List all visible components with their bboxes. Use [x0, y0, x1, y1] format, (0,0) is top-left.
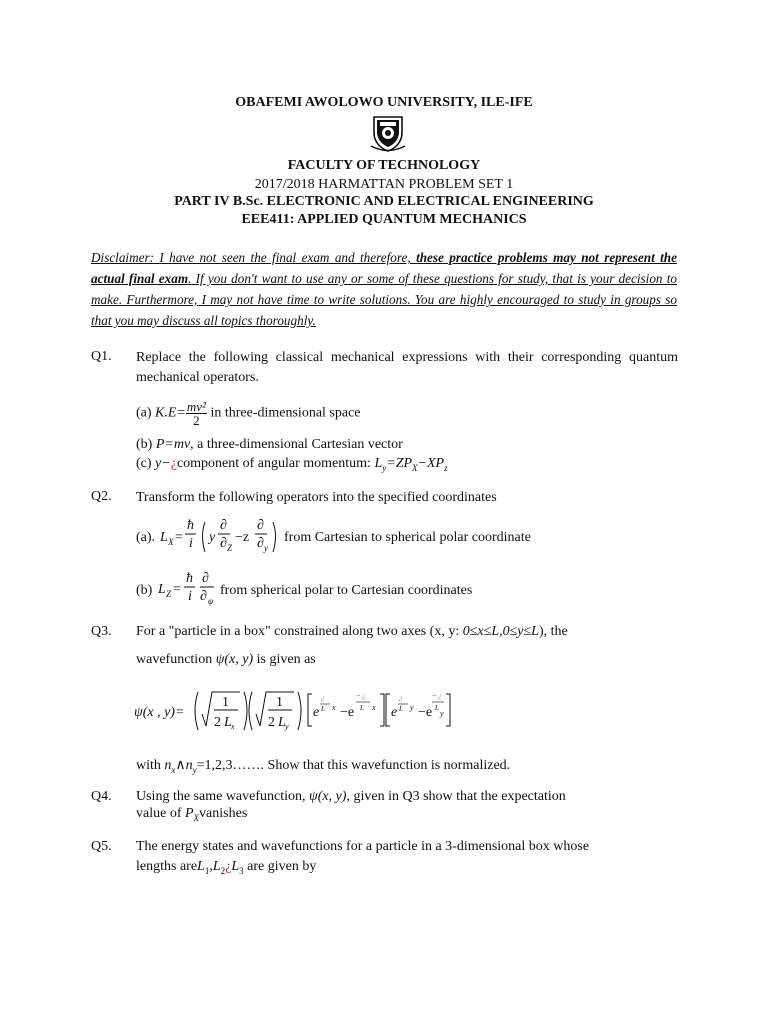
q5-l1: L	[197, 859, 205, 874]
svg-text:L: L	[399, 705, 403, 713]
q2-item-a-label: (a).	[136, 530, 156, 545]
q5-l3: L	[231, 859, 240, 874]
svg-text:=: =	[173, 582, 181, 597]
q4-psi: ψ(x, y)	[309, 789, 347, 804]
q1-a-numerator: mv²	[186, 399, 206, 414]
q3-psi: ψ(x, y)	[215, 652, 254, 667]
disclaimer-text: Disclaimer: I have not seen the final exam and therefore,	[91, 250, 417, 265]
q2-b-tail: from spherical polar to Cartesian coordinates	[220, 583, 473, 598]
svg-text:−e: −e	[340, 705, 355, 720]
svg-text:−: −	[432, 692, 437, 700]
svg-text:2: 2	[268, 715, 275, 730]
q3-condition-line	[136, 757, 510, 775]
svg-text:x: x	[372, 703, 376, 712]
q3-cond-rest: =1,2,3……. Show that this wavefunction is normalized.	[196, 758, 511, 773]
q1-c-rhs2: −XP	[417, 456, 445, 471]
q2-item-b-label: (b)	[136, 583, 153, 598]
q3-cond-and: ∧	[175, 758, 186, 773]
q1-c-sub2: X	[412, 462, 418, 473]
svg-text:L: L	[321, 705, 325, 713]
svg-text:¿: ¿	[321, 694, 325, 702]
q3-with: with	[136, 758, 161, 773]
svg-text:L: L	[158, 582, 166, 597]
q1-a-tail: in three-dimensional space	[210, 405, 361, 421]
svg-text:L: L	[435, 704, 439, 712]
course-title: EEE411: APPLIED QUANTUM MECHANICS	[241, 212, 527, 227]
svg-text:X: X	[168, 537, 174, 547]
q4-line2	[136, 806, 247, 823]
svg-text:x: x	[231, 722, 235, 731]
svg-text:y: y	[410, 703, 414, 712]
svg-text:x: x	[332, 703, 336, 712]
q2-b-formula	[158, 570, 218, 614]
svg-text:ψ(x , y)=: ψ(x , y)=	[134, 705, 185, 720]
svg-text:∂: ∂	[257, 536, 264, 551]
svg-text:i: i	[188, 589, 192, 604]
q4-line1a: Using the same wavefunction,	[136, 789, 306, 804]
faculty-title: FACULTY OF TECHNOLOGY	[287, 158, 481, 173]
q1-text: Replace the following classical mechanical expressions with their corresponding quantum mechanical operators.	[136, 350, 678, 385]
q3-line1	[136, 624, 678, 640]
svg-text:¿: ¿	[399, 694, 403, 702]
q5-l2-sub: 2	[220, 865, 226, 876]
session-title: 2017/2018 HARMATTAN PROBLEM SET 1	[254, 177, 514, 192]
svg-text:−z: −z	[235, 530, 250, 545]
q1-a-lhs: K.E=	[155, 405, 186, 421]
q2-number: Q2.	[91, 489, 112, 504]
disclaimer-paragraph	[91, 247, 677, 331]
q4-p-sub: X	[193, 812, 200, 823]
q1-c-sub3: z	[444, 462, 448, 473]
svg-text:−: −	[356, 692, 361, 700]
q5-comma: ,	[209, 859, 213, 874]
disclaimer-emphasis: these practice problems may not represent the actual final exam	[91, 250, 677, 286]
svg-text:1: 1	[276, 695, 283, 710]
q1-c-sub: y	[382, 462, 387, 473]
q3-text2b: is given as	[256, 652, 316, 667]
svg-text:Z: Z	[166, 589, 172, 599]
programme-title: PART IV B.Sc. ELECTRONIC AND ELECTRICAL ENGINEERING	[174, 194, 594, 209]
q3-text1-end: ), the	[538, 624, 568, 639]
svg-text:L: L	[160, 530, 168, 545]
q1-number: Q1.	[91, 349, 112, 364]
svg-text:y: y	[285, 722, 289, 731]
q5-line1: The energy states and wavefunctions for a particle in a 3-dimensional box whose	[136, 839, 590, 854]
svg-text:∂: ∂	[220, 536, 227, 551]
q1-c-mark: ¿	[170, 456, 177, 471]
svg-text:ħ: ħ	[187, 518, 194, 533]
q3-number: Q3.	[91, 624, 112, 639]
svg-text:¿: ¿	[438, 692, 442, 700]
svg-text:L: L	[278, 715, 286, 730]
q1-a-label: (a)	[136, 405, 152, 421]
svg-text:y: y	[440, 709, 444, 718]
q5-l1-sub: 1	[204, 865, 210, 876]
q5-l3-sub: 3	[239, 865, 244, 876]
q3-cond-sub-y: y	[192, 764, 197, 775]
svg-text:¿: ¿	[362, 692, 366, 700]
q5-line2	[136, 859, 316, 876]
svg-text:2: 2	[214, 715, 221, 730]
q1-c-var: y−	[155, 456, 171, 471]
svg-text:∂: ∂	[200, 589, 207, 604]
svg-text:L: L	[224, 715, 232, 730]
q5-mark: ¿	[225, 859, 232, 874]
q4-p: P	[184, 806, 194, 821]
q1-a-denominator: 2	[193, 413, 200, 428]
university-title: OBAFEMI AWOLOWO UNIVERSITY, ILE-IFE	[235, 95, 533, 110]
svg-text:φ: φ	[208, 596, 213, 606]
q2-text: Transform the following operators into the specified coordinates	[136, 490, 497, 505]
university-crest-icon	[368, 113, 408, 153]
q1-b-expr: P=mv	[155, 437, 191, 452]
q1-item-c	[136, 456, 448, 473]
svg-text:∂: ∂	[202, 571, 209, 586]
q4-line1b: , given in Q3 show that the expectation	[346, 789, 566, 804]
q1-item-b	[136, 437, 403, 453]
q3-wavefunction-formula	[134, 686, 454, 734]
q3-line2	[136, 652, 316, 668]
q3-text1: For a "particle in a box" constrained along two axes (x, y:	[136, 624, 460, 639]
svg-text:ħ: ħ	[186, 571, 193, 586]
q5-number: Q5.	[91, 839, 112, 854]
q1-item-a	[136, 400, 361, 427]
svg-text:i: i	[189, 536, 193, 551]
q1-b-tail: , a three-dimensional Cartesian vector	[190, 437, 403, 452]
svg-text:e: e	[391, 705, 398, 720]
q1-a-fraction	[186, 400, 207, 427]
q1-c-label: (c)	[136, 456, 152, 471]
q3-range: 0≤x≤L,0≤y≤L	[462, 624, 539, 639]
svg-text:Z: Z	[227, 543, 233, 553]
svg-text:y: y	[264, 543, 268, 553]
q3-text2a: wavefunction	[136, 652, 213, 667]
q1-c-tail: component of angular momentum:	[176, 456, 371, 471]
svg-text:∂: ∂	[220, 518, 227, 533]
q5-line2b: are given by	[247, 859, 317, 874]
disclaimer-text-end: . If you don't want to use any or some of these questions for study, that is your decision to make. Furthermore, I may not have time to write solutions. You are highly encouraged to study in groups so that you may discuss all topics thoroughly.	[91, 271, 677, 328]
q5-l2: L	[212, 859, 221, 874]
svg-text:y: y	[209, 530, 216, 545]
q3-cond-sub-x: x	[171, 764, 176, 775]
q3-cond-n2: n	[185, 758, 193, 773]
svg-text:−e: −e	[418, 705, 433, 720]
q4-line2a: value of	[136, 806, 182, 821]
q1-c-rhs: =ZP	[386, 456, 413, 471]
q2-a-formula	[160, 516, 285, 560]
q4-line1	[136, 789, 566, 805]
svg-text:1: 1	[222, 695, 229, 710]
q4-line2b: vanishes	[199, 806, 248, 821]
q1-c-expr: L	[374, 456, 383, 471]
svg-text:e: e	[313, 705, 320, 720]
svg-text:=: =	[175, 530, 183, 545]
q2-a-tail: from Cartesian to spherical polar coordinate	[284, 530, 531, 545]
q3-cond-n: n	[164, 758, 172, 773]
q5-line2a: lengths are	[136, 859, 198, 874]
q4-number: Q4.	[91, 789, 112, 804]
svg-text:∂: ∂	[257, 518, 264, 533]
q1-b-label: (b)	[136, 437, 153, 452]
svg-text:L: L	[360, 704, 364, 712]
